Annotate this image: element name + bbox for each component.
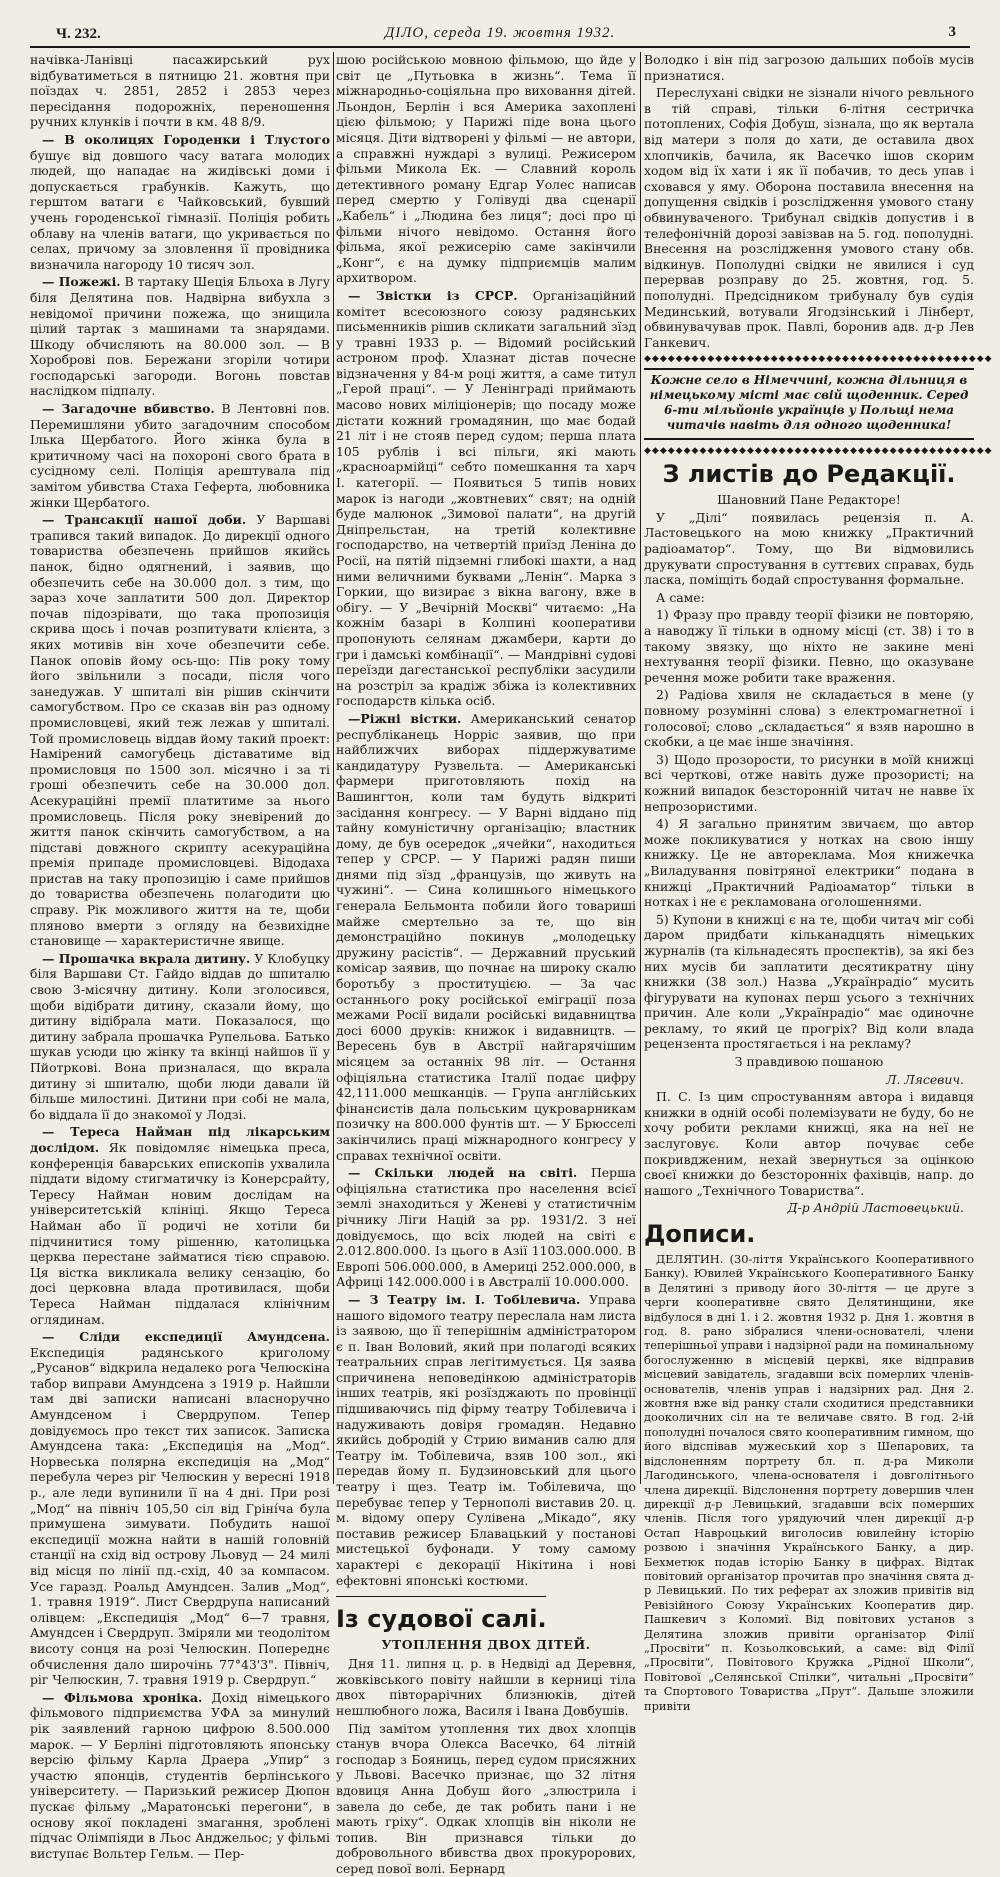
news-item-title: — Фільмова хроніка. bbox=[42, 1689, 203, 1705]
news-item-text: В Лентовні пов. Перемишляни убито загадочним способом Ілька Щербатого. Його жінка була в критичному часі на похороні свого брата в сусідному селі. Поліція арештувала під замітом убивства Стаха Геферта, любовника жінки Щербатого. bbox=[30, 401, 330, 510]
news-item-title: — Загадочне вбивство. bbox=[42, 401, 215, 417]
court-paragraph: Дня 11. липня ц. р. в Недвіді ад Деревня, жовківського повіту найшли в керниці тіла двох півторарічних близнюків, дітей нешлюбного ложа, Василя і Івана Довбушів. bbox=[336, 1656, 636, 1718]
page-number: Ч. 232. bbox=[56, 26, 101, 42]
news-item-text: Експедиція радянського криголому „Русанов“ відкрила недалеко рога Челюскіна табор виправи Амундсена з 1919 р. Найшли там дві записки написані власноручно Амундсеном і Свердрупом. Тепер довідуємось про текст тих записок. Записка Амундсена така: „Експедиція на „Мод“. Норвеська полярна експедиція на „Мод“ перебула через ріг Челюскин у вересні 1918 р., але леди вупинили її на 4 дні. При розі „Мод“ на північ 105,50 сіл від Гріні́ча була примушена зимувати. Побудить нашої експедиції можна найти в нашій головній станції на схід від острову Льовуд — 24 милі від місця по лінії пд.-схід, 40 за компасом. Усе гаразд. Роальд Амундсен. Залив „Мод“, 1. травня 1919“. Лист Свердрупа написаний олівцем: „Експедиція „Мод“ 6—7 травня, Амундсен і Свердруп. Зміряли ми теодолітом висоту сонця на розі Челюскин. Попереднє обчислення дало широчінь 77°43'3". Північ, ріг Челюскин, 7. травня 1919 р. Свердруп.“ bbox=[30, 1344, 330, 1688]
news-item-text: бушує від довшого часу ватага молодих людей, що нападає на жидівські доми і допускається грабунків. Кажуть, що герштом ватаги є Чайковський, бувший учень городенської гімназії. Поліція робить облаву на членів ватаги, що укривається по селах, причому за зловлення її провідника визначила нагороду 10 тисяч зол. bbox=[30, 147, 330, 272]
news-item-title: — Пожежі. bbox=[42, 274, 121, 290]
news-paragraph: начівка-Ланівці пасажирський рух відбуватиметься в пятницю 21. жовтня при поїздах ч. 2851, 2852 і 2853 через пересідання подорожніх, переношення ручних клунків і почти в км. 48 8/9. bbox=[30, 52, 330, 130]
news-item-text: Перша офіціяльна статистика про населення всієї землі знаходиться у Женеві у статистичнім річнику Ліги Націй за рр. 1931/2. З неї довідуємось, що всіх людей на світі є 2.012.800.000. Із цього в Азії 1103.000.000. В Европі 506.000.000, в Америці 252.000.000, в Африці 142.000.000 і в Австралії 10.000.000. bbox=[336, 1165, 636, 1290]
letters-section-title: З листів до Редакції. bbox=[662, 460, 956, 489]
news-item bbox=[30, 132, 330, 272]
news-paragraph: шою російською мовною фільмою, що йде у світ це „Путьовка в жизнь“. Тема її міжнародньо-соціяльна про виховання дітей. Льондон, Берлін і вся Америка захоплені цією фільмою; у Парижі піде вона цього місяця. Діти відтворені у фільмі — не автори, а справжні нуждарі з вулиці. Режисером фільми Микола Ек. — Славний король детективного роману Едгар Уолес написав перед смертю у Голівуді два сценарії „Кабель“ і „Людина без лиця“; досі про ці фільми нічого невідомо. Остання його фільма, якої режисерію саме закінчили „Конг“, є на думку підприємців малим архитвором. bbox=[336, 52, 636, 286]
news-item-title: — З Театру ім. І. Тобілевича. bbox=[348, 1291, 581, 1307]
letter-paragraph: 2) Радіова хвиля не складається в мене (у повному розумінні слова) з електромагнетної і голосової; слово „складається“ я взяв нарошно в скобки, а це має інше значіння. bbox=[644, 687, 974, 750]
notice-text: Кожне село в Німеччині, кожна дільниця в німецькому місті має свій щоденник. Серед 6-ти мільйонів українців у Польщі нема читачів навіть для одного щоденника! bbox=[649, 373, 969, 433]
court-article-title: УТОПЛЕННЯ ДВОХ ДІТЕЙ. bbox=[381, 1637, 591, 1653]
news-item-text: Як повідомляє німецька преса, конференція баварських епископів ухвалила піддати відому стигматичку із Конерсрайту, Тересу Найман новим дослідам на університетській клініці. Якщо Тереса Найман або її родичі не хотіли би підчинитися тому рішенню, католицька церква перестане займатися тією справою. Ця вістка викликала велику сензацію, бо досі церковна влада противилася, щоби Тереса Найман піддалася клінічним оглядинам. bbox=[30, 1139, 330, 1327]
news-item-text: В тартаку Шеція Бльоха в Лугу біля Делятина пов. Надвірна вибухла з невідомої причини пожежа, що знищила цілий тартак з машинами та знарядами. Шкоду обчисляють на 80.000 зол. — В Хороброві пов. Бережани згоріли чотири господарські загороди. Вогонь повстав наслідком підпалу. bbox=[30, 274, 330, 399]
letter-greeting: Шановний Пане Редакторе! bbox=[717, 492, 901, 508]
news-item bbox=[30, 1690, 330, 1862]
letter-signature: Л. Лясевич. bbox=[886, 1071, 964, 1087]
court-paragraph: Володко і він під загрозою дальших побоїв мусів признатися. bbox=[644, 52, 974, 83]
news-item-title: — Трансакції нашої доби. bbox=[42, 512, 247, 528]
letter-closing: З правдивою пошаною bbox=[734, 1054, 884, 1070]
news-item-text: Дохід німецького фільмового підприємства УФА за минулий рік заявлений гарною цифрою 8.500.000 марок. — У Берліні підготовляють японську версію фільму Карла Драера „Упир“ з участю японців, студентів берлінського університету. — Паризький режисер Дюпон пускає фільму „Маратонські перегони“, в основу якої покладені змагання, зроблені підчас Олімпіяди в Льос Анджельос; у фільмі виступає Вольтер Гельм. — Пер- bbox=[30, 1689, 330, 1861]
news-item-title: —Ріжні вістки. bbox=[348, 710, 462, 726]
notice-box bbox=[644, 368, 974, 440]
news-item bbox=[30, 951, 330, 1123]
news-item bbox=[336, 1165, 636, 1290]
news-item-title: — Сліди експедиції Амундсена. bbox=[42, 1329, 330, 1345]
news-item-title: — Тереса Найман під лікарським дослідом. bbox=[30, 1124, 330, 1155]
court-paragraph: Переслухані свідки не зізнали нічого ревльного в тій справі, тільки 6-літня сестричка потоплених, Софія Добуш, зізнала, що як вертала від матери з поля до хати, де оставила двох хлопчиків, бачила, як Васечко ішов скорим ходом від їх хати і як її побачив, то десь упав і сховався у яму. Оборона поставила внесення на допущення свідків і розслідження умового стану обвинуваченого. Трибунал свідків допустив і в телефонічній дорозі завізвав на 5. год. пополудні. Внесення на розслідження умового стану обв. відкинув. Пополудні свідки не явилися і суд перервав розправу до 25. жовтня, год. 5. пополудні. Предсідником трибуналу був судія Мединський, вотували Ягодзінський і Лінберт, обвинувачував прок. Павлі, боронив адв. д-р Лев Ганкевич. bbox=[644, 85, 974, 350]
news-item-text: У Варшаві трапився такий випадок. До дирекції одного товариства обезпечень прийшов якийсь панок, бідно одягнений, і заявив, що обезпечить себе на 30.000 дол. з тим, що зараз хоче заплатити 500 дол. Директор почав підозрівати, що така пропозиція скрива щось і почав розпитувати клієнта, з яких мотивів він хоче обезпечити себе. Панок оповів йому ось-що: Пів року тому його звільнили з посади, після чого занедужав. У шпиталі він рішив скінчити самогубством. Про се сказав він раз одному промисловцеві, який теж лежав у шпиталі. Той промисловець віддав йому такий проект: Намірений самогубець діставатиме від промисловця по 1500 зол. місячно і за ті гроші обезпечить себе на 30.000 дол. Асекураційні премії платитиме за нього промисловець. Після року зневірений до життя панок скінчить самогубством, а на підставі довжного скрипту асекураційна премія припаде промисловцеві. Відодаха пристав на таку пропозицію і саме прийшов до товариства обезпечень полагодити цю справу. Рік можливого життя на те, щоби пляново вмерти з огляду на безвихідне становище — характеристичне явище. bbox=[30, 512, 330, 949]
news-item bbox=[336, 711, 636, 1163]
column-3 bbox=[644, 52, 993, 1713]
ornament-divider: ◆◆◆◆◆◆◆◆◆◆◆◆◆◆◆◆◆◆◆◆◆◆◆◆◆◆◆◆◆◆◆◆◆◆◆◆◆◆◆◆◆◆◆◆ bbox=[644, 446, 993, 457]
column-rule bbox=[333, 52, 334, 1484]
ornament-divider: ◆◆◆◆◆◆◆◆◆◆◆◆◆◆◆◆◆◆◆◆◆◆◆◆◆◆◆◆◆◆◆◆◆◆◆◆◆◆◆◆◆◆◆◆ bbox=[644, 354, 993, 365]
news-item-title: — Звістки із СРСР. bbox=[348, 287, 518, 303]
column-1 bbox=[30, 52, 330, 1861]
column-rule bbox=[640, 52, 641, 1484]
letter-paragraph: 4) Я загально принятим звичаєм, що автор може покликуватися у нотках на свою іншу книжку. Це не автореклама. Моя книжечка „Виладування повітряної електрики“ подана в книжці „Практичний Радіоаматор“ тільки в нотках і не є рекламована оголошеннями. bbox=[644, 816, 974, 910]
letter-paragraph: 3) Щодо прозорости, то рисунки в моїй книжці всі черткові, отже навіть дуже прозористі; на кожний випадок безсторонній читач не навве їх непрозористими. bbox=[644, 751, 974, 814]
news-item-text: Американський сенатор республіканець Норріс заявив, що при найближчих виборах піддержуватиме кандидатуру Рузвельта. — Американські фармери приготовляють похід на Вашингтон, коли там будуть відкриті засідання конгресу. — У Варні віддано під тайну комуністичну організацію; властник дому, де був осередок „ячейки“, находиться тепер у СРСР. — У Парижі радян пиши днями під зїзд „французів, що живуть на чужині“. — Сина колишнього німецького генерала Бельмонта побили його товариші майже смертельно за те, що він демонстраційно покинув „молодецьку дружину расістів“. — Державний пруський комісар заявив, що почнає на широку скалю боротьбу з проституцією. — За час останнього року російської еміграції поза межами Росії видали російські видавництва досі 6000 друків: книжок і видавництв. — Вересень був в Австрії найгарячішим місяцем за останніх 98 літ. — Остання офіціяльна статистика Італії подає цифру 42,111.000 мешканців. — Група англійських фінансистів дала польським цукроварникам позичку на 800.000 фунтів шт. — У Брюсселі закінчились праці міжнародного конгресу у справах технічної освіти. bbox=[336, 710, 636, 1163]
news-item-text: У Клобуцку біля Варшави Ст. Гайдо віддав до шпиталю свою 3-місячну дитину. Коли зголосився, щоби відібрати дитину, сказали йому, що дитину відібрала мати. Показалося, що дитину забрала прошачка Рупельова. Батько шукав усюди цю жінку та вкінці найшов її у Пйотркові. Вона призналася, що вкрала дитину зі шпиталю, щоби люди давали їй більше милостині. Дитини при собі не мала, бо віддала її до знакомої у Лодзі. bbox=[30, 950, 330, 1122]
letter-paragraph: У „Ділі“ появилась рецензія п. А. Ластовецького на мою книжку „Практичний радіоаматор“. Тому, що Ви відмовились друкувати спростування в суттєвих справах, будь ласка, поміщіть бодай спростування формальне. bbox=[644, 509, 974, 588]
letter-paragraph: А саме: bbox=[656, 589, 705, 605]
editor-signature: Д-р Андрій Ластовецький. bbox=[787, 1200, 964, 1216]
letter-paragraph: 5) Купони в книжці є на те, щоби читач міг собі даром придбати кільканадцять німецьких журналів (та кільнадесять проспектів), за які без них мусів би заплатити десятикратну ціну книжки (38 зол.) Назва „Українрадіо“ мусить фігурувати на купонах перш усього з технічних причин. Але коли „Українрадіо“ має одиночне рекламу, то який це прогріх? Від коли влада рецензента простягається і на рекламу? bbox=[644, 911, 974, 1052]
news-item bbox=[336, 288, 636, 709]
news-item-text: Організаційний комітет всесоюзного союзу радянських письменників рішив скликати загальний зїзд у травні 1933 р. — Відомий російський астроном проф. Хлазнат дістав почесне відзначення у 84-м році життя, а саме титул „Герой праці“. — У Ленінграді приймають масово нових міліціонерів; що посаду може дістати кожний громадянин, що має бодай 21 літ і не стояв перед судом; перша плата 105 рублів і всі пільги, які мають „красноармійці“ себто помешкання та харч І. категорії. — Появиться 5 типів нових марок із нагоди „жовтневих“ свят; на одній буде малюнок „Зимової палати“, на другій Дніпрельстан, на третій колективне господарство, на четвертій приїзд Леніна до Росії, на пятій підземні глибокі шахти, а над ними величними буквами „Ленін“. Марка з Горкии, що визирає з вікна вагону, вже в обігу. — У „Вечірній Москві“ читаємо: „На кожнім базарі в Колпині кооперативи пропонують селянам джамбери, карти до гри і дамські комбінації“. — Мандрівні судові переїзди дагестанської республіки засудили на розстріл за крадіж збіжа із колективних господарств кілька осіб. bbox=[336, 287, 636, 709]
news-item-title: — В околицях Городенки і Тлустого bbox=[42, 131, 330, 147]
letter-paragraph: 1) Фразу про правду теорії фізики не повторяю, а наводжу її тільки в одному місці (ст. 38) і то в такому звязку, що ніхто не закине мені нехтування теорії фізики. Певно, що оказуване речення може робити таке враження. bbox=[644, 607, 974, 685]
news-item bbox=[30, 401, 330, 510]
news-item bbox=[336, 1292, 636, 1588]
news-item bbox=[30, 1329, 330, 1688]
column-2 bbox=[336, 52, 636, 1876]
masthead-title: ДІЛО, середа 19. жовтня 1932. bbox=[384, 25, 616, 41]
news-item-text: Управа нашого відомого театру переслала нам листа із заявою, що її теперішнім адміністратором є п. Іван Воловий, який при полагоді всяких театральних справ легітимується. Ця заява спричинена неповедінкою адміністраторів інших театрів, які розїзджають по провінції підшиваючись під фірму театру Тобілевича і надуживають довіря громадян. Недавно якийсь добродій у Стрию виманив салю для Театру ім. Тобілевича, взяв 100 зол., які передав йому п. Будзиновський для цього театру і щез. Театр ім. Тобілевича, що перебуває тепер у Тернополі виставив 20. ц. м. відому оперу Сулівена „Мікадо“, яку поставив режисер Блавацький у постанові мистецької буфонади. У тому самому характері є декорації Нікітина і нові ефектовні японські костюми. bbox=[336, 1291, 636, 1588]
page-side-number: 3 bbox=[948, 24, 956, 40]
court-section-title: Із судової салі. bbox=[336, 1605, 547, 1634]
dopys-paragraph: ДЕЛЯТИН. (30-ліття Українського Кооперативного Банку). Ювилей Українського Кооперативного Банку в Делятині з приводу його 30-ліття — це друге з черги кооперативне свято Делятинщини, яке відбулося в дні 1. і 2. жовтня 1932 р. Дня 1. жовтня в год. 8. рано зібралися члени-основателі, члени теперішньої управи і надзірної ради на поминальному богослуженню в місцевій церкві, яке відправив місцевий завідатель, згадавши всіх померлих членів-основателів, членів управ і надзірних рад. Дня 2. жовтня вже від ранку стали сходитися представники дооколичних сіл на те величаве свято. В год. 2-ій пополудні почалося свято кооперативним гимном, що його відспівав мужеський хор з Шепарових, та відслоненням портрету бл. п. д-ра Миколи Лагодинського, члена-основателя і довголітнього члена дирекції. Відслонення портрету довершив член дирекції д-р Левицький, згадавши всіх померших членів. Після того урядуючий член дирекції д-р Остап Навроцький виголосив ювилейну історію розвою і значіння Українського Банку, а дир. Бехметюк подав історію Банку в цифрах. Відтак повітовий організатор прочитав про значіння свята д-р Левицький. По тих реферат ах зложив привітів від Ревізійного Союзу Українських Кооператив дир. Пашкевич з Коломиї. Від повітових установ з Делятина зложив привіти організатор Філії „Просвіти“ п. Козьолковський, а саме: від Філії „Просвіти“, Повітового Кружка „Рідної Школи“, Повітової „Селянської Спілки“, читальні „Просвіти“ та Спортового Товариства „Прут“. Дальше зложили привіти bbox=[644, 1252, 974, 1713]
court-paragraph: Під замітом утоплення тих двох хлопців станув вчора Олекса Васечко, 64 літній господар з Бояниць, перед судом присяжних у Львові. Васечко признає, що 32 літня вдовиця Анна Добуш його „злюстрила і завела до себе, де так робить пани і не мають гріху“. Одкак хлопців він ніколи не топив. Він признався тільки до добровольного вбивства двох прокурорових, серед пової волі. Бернард bbox=[336, 1720, 636, 1876]
dopysy-section-title: Дописи. bbox=[644, 1220, 756, 1248]
page-header bbox=[30, 22, 970, 48]
news-item bbox=[30, 274, 330, 399]
news-item bbox=[30, 512, 330, 949]
news-item-title: — Прошачка вкрала дитину. bbox=[42, 950, 251, 966]
editor-postscript: П. С. Із цим спростуванням автора і видавця книжки в одній особі полемізувати не буду, бо не хочу робити реклами книжці, яка на неї не заслуговує. Коли автор почуває себе покривдженим, нехай звернуться за оцінкою своєї книжки до безсторонніх фахівців, напр. до нашого „Технічного Товариства“. bbox=[644, 1089, 974, 1198]
news-item bbox=[30, 1124, 330, 1327]
section-divider bbox=[336, 1596, 546, 1597]
news-item-title: — Скільки людей на світі. bbox=[348, 1165, 578, 1181]
